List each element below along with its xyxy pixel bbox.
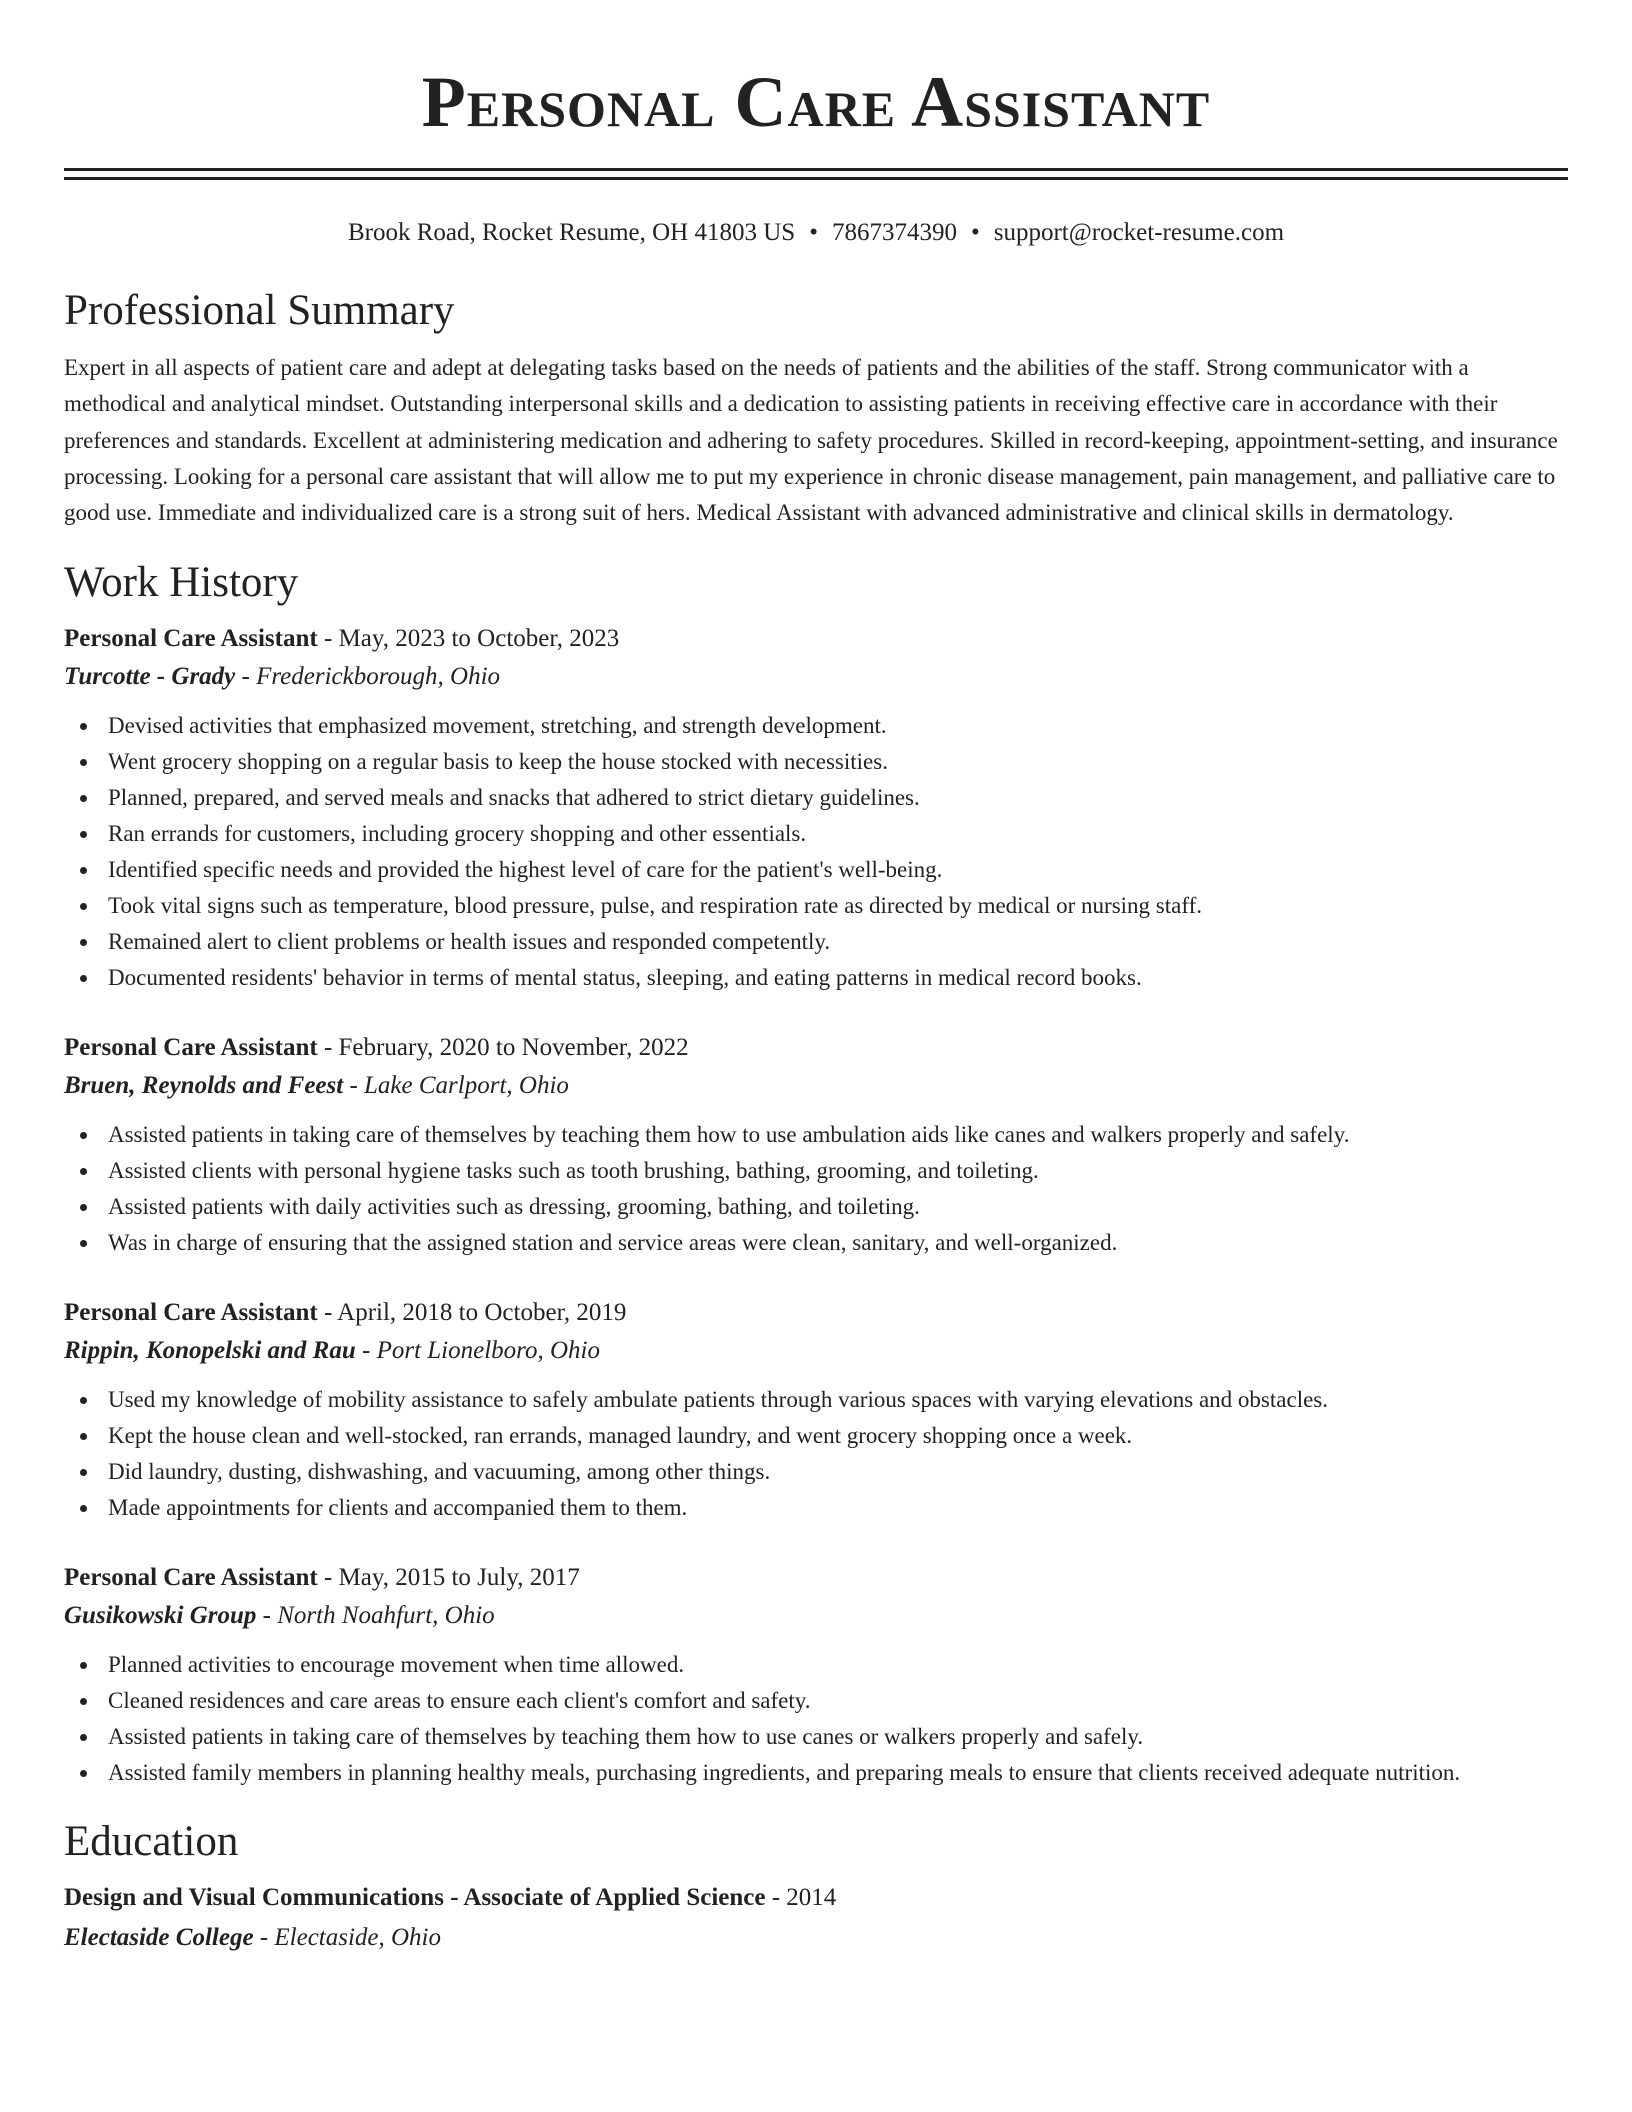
job-duty-item: Planned, prepared, and served meals and snacks that adhered to strict dietary guidelines.: [64, 780, 1568, 816]
job-company-line: [64, 1597, 1568, 1635]
job-duty-item: Devised activities that emphasized movement, stretching, and strength development.: [64, 708, 1568, 744]
job-company: Turcotte - Grady: [64, 663, 236, 691]
job-duty-item: Cleaned residences and care areas to ensure each client's comfort and safety.: [64, 1683, 1568, 1719]
job-title: Personal Care Assistant: [64, 1299, 318, 1327]
work-history-heading: Work History: [64, 559, 299, 607]
job-duty-item: Kept the house clean and well-stocked, ran errands, managed laundry, and went grocery shopping once a week.: [64, 1418, 1568, 1454]
job-duty-item: Identified specific needs and provided the highest level of care for the patient's well-being.: [64, 852, 1568, 888]
contact-address: Brook Road, Rocket Resume, OH 41803 US: [347, 219, 796, 246]
job-duty-item: Took vital signs such as temperature, blood pressure, pulse, and respiration rate as directed by medical or nursing staff.: [64, 888, 1568, 924]
job-entry: [64, 1029, 1568, 1261]
job-title-line: [64, 1559, 1568, 1597]
job-company-line: [64, 1067, 1568, 1105]
job-entry: [64, 1559, 1568, 1791]
job-duty-item: Assisted clients with personal hygiene tasks such as tooth brushing, bathing, grooming, and toileting.: [64, 1153, 1568, 1189]
job-dash: -: [355, 1337, 377, 1365]
job-duty-item: Assisted patients in taking care of themselves by teaching them how to use ambulation aids like canes and walkers properly and safely.: [64, 1117, 1568, 1153]
job-duty-item: Planned activities to encourage movement when time allowed.: [64, 1647, 1568, 1683]
education-school-line: [64, 1919, 1568, 1957]
job-location: Port Lionelboro, Ohio: [376, 1337, 600, 1365]
contact-separator: •: [809, 219, 818, 246]
job-duty-item: Documented residents' behavior in terms of mental status, sleeping, and eating patterns in medical record books.: [64, 960, 1568, 996]
education-school: Electaside College: [64, 1924, 254, 1952]
job-title-line: [64, 1294, 1568, 1332]
job-dates: May, 2015 to July, 2017: [338, 1564, 580, 1592]
job-duties-list: [64, 1647, 1568, 1791]
job-duty-item: Ran errands for customers, including grocery shopping and other essentials.: [64, 816, 1568, 852]
job-title-line: [64, 1029, 1568, 1067]
contact-email: support@rocket-resume.com: [993, 219, 1285, 246]
job-location: Frederickborough, Ohio: [256, 663, 501, 691]
job-duty-item: Went grocery shopping on a regular basis to keep the house stocked with necessities.: [64, 744, 1568, 780]
job-duty-item: Remained alert to client problems or health issues and responded competently.: [64, 924, 1568, 960]
job-dates: April, 2018 to October, 2019: [337, 1299, 627, 1327]
title-rule-top: [64, 168, 1568, 171]
job-duty-item: Was in charge of ensuring that the assigned station and service areas were clean, sanitary, and well-organized.: [64, 1225, 1568, 1261]
summary-heading: Professional Summary: [64, 287, 455, 334]
job-entry: [64, 1294, 1568, 1526]
job-location: Lake Carlport, Ohio: [364, 1072, 569, 1100]
title-rule-bottom: [64, 177, 1568, 180]
job-dates: February, 2020 to November, 2022: [338, 1034, 689, 1062]
education-heading: Education: [64, 1818, 239, 1866]
job-title-line: [64, 620, 1568, 658]
job-duty-item: Assisted patients in taking care of themselves by teaching them how to use canes or walkers properly and safely.: [64, 1719, 1568, 1755]
job-duty-item: Made appointments for clients and accompanied them to them.: [64, 1490, 1568, 1526]
job-dash: -: [317, 625, 339, 653]
job-dash: -: [343, 1072, 365, 1100]
job-duties-list: [64, 1382, 1568, 1526]
job-company-line: [64, 1332, 1568, 1370]
job-dash: -: [235, 663, 257, 691]
education-location: Electaside, Ohio: [274, 1924, 442, 1952]
education-dash: -: [253, 1924, 275, 1952]
job-duties-list: [64, 708, 1568, 996]
work-history-list: [64, 620, 1568, 1791]
job-title: Personal Care Assistant: [64, 1564, 318, 1592]
job-dash: -: [256, 1602, 278, 1630]
job-dash: -: [317, 1299, 338, 1327]
job-duty-item: Used my knowledge of mobility assistance to safely ambulate patients through various spaces with varying elevations and obstacles.: [64, 1382, 1568, 1418]
job-duties-list: [64, 1117, 1568, 1261]
education-degree-line: [64, 1879, 1568, 1917]
job-company: Rippin, Konopelski and Rau: [64, 1337, 356, 1365]
education-degree: Design and Visual Communications - Associate of Applied Science: [64, 1884, 766, 1912]
job-company: Gusikowski Group: [64, 1602, 257, 1630]
job-entry: [64, 620, 1568, 996]
job-dash: -: [317, 1034, 339, 1062]
education-dash: -: [765, 1884, 787, 1912]
education-year: 2014: [786, 1884, 837, 1912]
contact-phone: 7867374390: [831, 219, 957, 246]
job-company-line: [64, 658, 1568, 696]
job-duty-item: Assisted family members in planning healthy meals, purchasing ingredients, and preparing meals to ensure that clients received adequate nutrition.: [64, 1755, 1568, 1791]
job-company: Bruen, Reynolds and Feest: [64, 1072, 344, 1100]
contact-separator: •: [970, 219, 980, 246]
resume-title: Personal Care Assistant: [421, 62, 1211, 142]
job-dash: -: [317, 1564, 339, 1592]
job-duty-item: Did laundry, dusting, dishwashing, and vacuuming, among other things.: [64, 1454, 1568, 1490]
job-dates: May, 2023 to October, 2023: [338, 625, 620, 653]
contact-line: [64, 218, 1568, 248]
summary-text: Expert in all aspects of patient care and adept at delegating tasks based on the needs of patients and the abilities of the staff. Strong communicator with a methodical and analytical mindset. Outstanding interpersonal skills and a dedication to assisting patients in receiving effective care in accordance with their preferences and standards. Excellent at administering medication and adhering to safety procedures. Skilled in record-keeping, appointment-setting, and insurance processing. Looking for a personal care assistant that will allow me to put my experience in chronic disease management, pain management, and palliative care to good use. Immediate and individualized care is a strong suit of hers. Medical Assistant with advanced administrative and clinical skills in dermatology.: [64, 355, 1558, 526]
job-location: North Noahfurt, Ohio: [277, 1602, 495, 1630]
job-duty-item: Assisted patients with daily activities such as dressing, grooming, bathing, and toileting.: [64, 1189, 1568, 1225]
job-title: Personal Care Assistant: [64, 1034, 318, 1062]
job-title: Personal Care Assistant: [64, 625, 318, 653]
